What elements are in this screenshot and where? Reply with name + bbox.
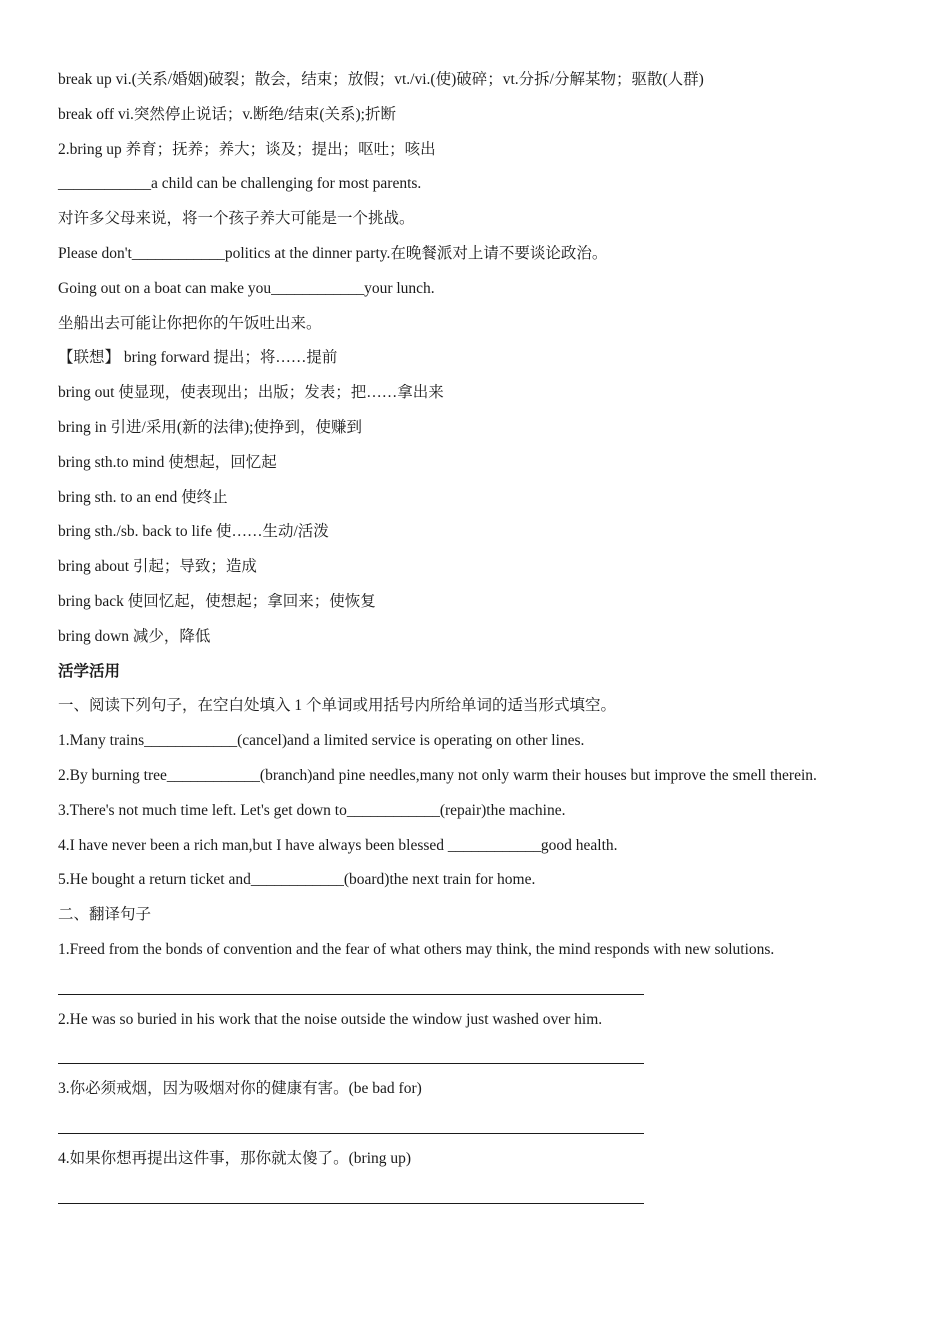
related-phrase: bring out 使显现，使表现出；出版；发表；把……拿出来 [58, 384, 444, 402]
related-phrase: bring in 引进/采用(新的法律);使挣到，使赚到 [58, 418, 362, 436]
example-sentence: Please don't____________politics at the dinner party.在晚餐派对上请不要谈论政治。 [58, 244, 608, 262]
related-phrase: bring about 引起；导致；造成 [58, 558, 257, 576]
section-title: 活学活用 [58, 662, 121, 680]
document-page [58, 66, 928, 1214]
exercise-item: 5.He bought a return ticket and____________(board)the next train for home. [58, 871, 536, 889]
part2-heading: 二、翻译句子 [58, 906, 152, 924]
answer-line[interactable] [58, 1110, 928, 1145]
answer-rule [58, 1063, 644, 1064]
example-translation: 坐船出去可能让你把你的午饭吐出来。 [58, 314, 322, 332]
translation-item: 3.你必须戒烟，因为吸烟对你的健康有害。(be bad for) [58, 1080, 422, 1098]
translation-item: 1.Freed from the bonds of convention and the fear of what others may think, the mind responds with new solutions. [58, 940, 775, 958]
text-line-break-off: break off vi.突然停止说话；v.断绝/结束(关系);折断 [58, 105, 396, 123]
related-phrase: bring down 减少，降低 [58, 627, 211, 645]
related-phrase: bring sth.to mind 使想起，回忆起 [58, 453, 277, 471]
related-phrase: bring sth. to an end 使终止 [58, 488, 228, 506]
text-line-bring-up-heading: 2.bring up 养育；抚养；养大；谈及；提出；呕吐；咳出 [58, 140, 436, 158]
example-translation: 对许多父母来说，将一个孩子养大可能是一个挑战。 [58, 210, 415, 228]
exercise-item: 2.By burning tree____________(branch)and pine needles,many not only warm their houses but improve the smell therein. [58, 766, 817, 784]
translation-item: 2.He was so buried in his work that the noise outside the window just washed over him. [58, 1010, 603, 1028]
text-line-break-up: break up vi.(关系/婚姻)破裂；散会，结束；放假；vt./vi.(使)破碎；vt.分拆/分解某物；驱散(人群) [58, 71, 704, 88]
answer-line[interactable] [58, 1180, 928, 1215]
answer-line[interactable] [58, 1040, 928, 1075]
related-phrase: 【联想】 bring forward 提出；将……提前 [58, 349, 338, 367]
answer-rule [58, 1203, 644, 1204]
translation-item: 4.如果你想再提出这件事，那你就太傻了。(bring up) [58, 1149, 412, 1167]
related-phrase: bring sth./sb. back to life 使……生动/活泼 [58, 523, 329, 541]
answer-rule [58, 994, 644, 995]
example-sentence: ____________a child can be challenging for most parents. [58, 175, 422, 193]
answer-line[interactable] [58, 971, 928, 1006]
exercise-item: 4.I have never been a rich man,but I have always been blessed ____________good health. [58, 836, 618, 854]
part1-heading: 一、阅读下列句子，在空白处填入 1 个单词或用括号内所给单词的适当形式填空。 [58, 697, 617, 715]
answer-rule [58, 1133, 644, 1134]
exercise-item: 3.There's not much time left. Let's get down to____________(repair)the machine. [58, 801, 566, 819]
related-phrase: bring back 使回忆起，使想起；拿回来；使恢复 [58, 592, 376, 610]
example-sentence: Going out on a boat can make you____________your lunch. [58, 279, 435, 297]
exercise-item: 1.Many trains____________(cancel)and a limited service is operating on other lines. [58, 732, 585, 750]
